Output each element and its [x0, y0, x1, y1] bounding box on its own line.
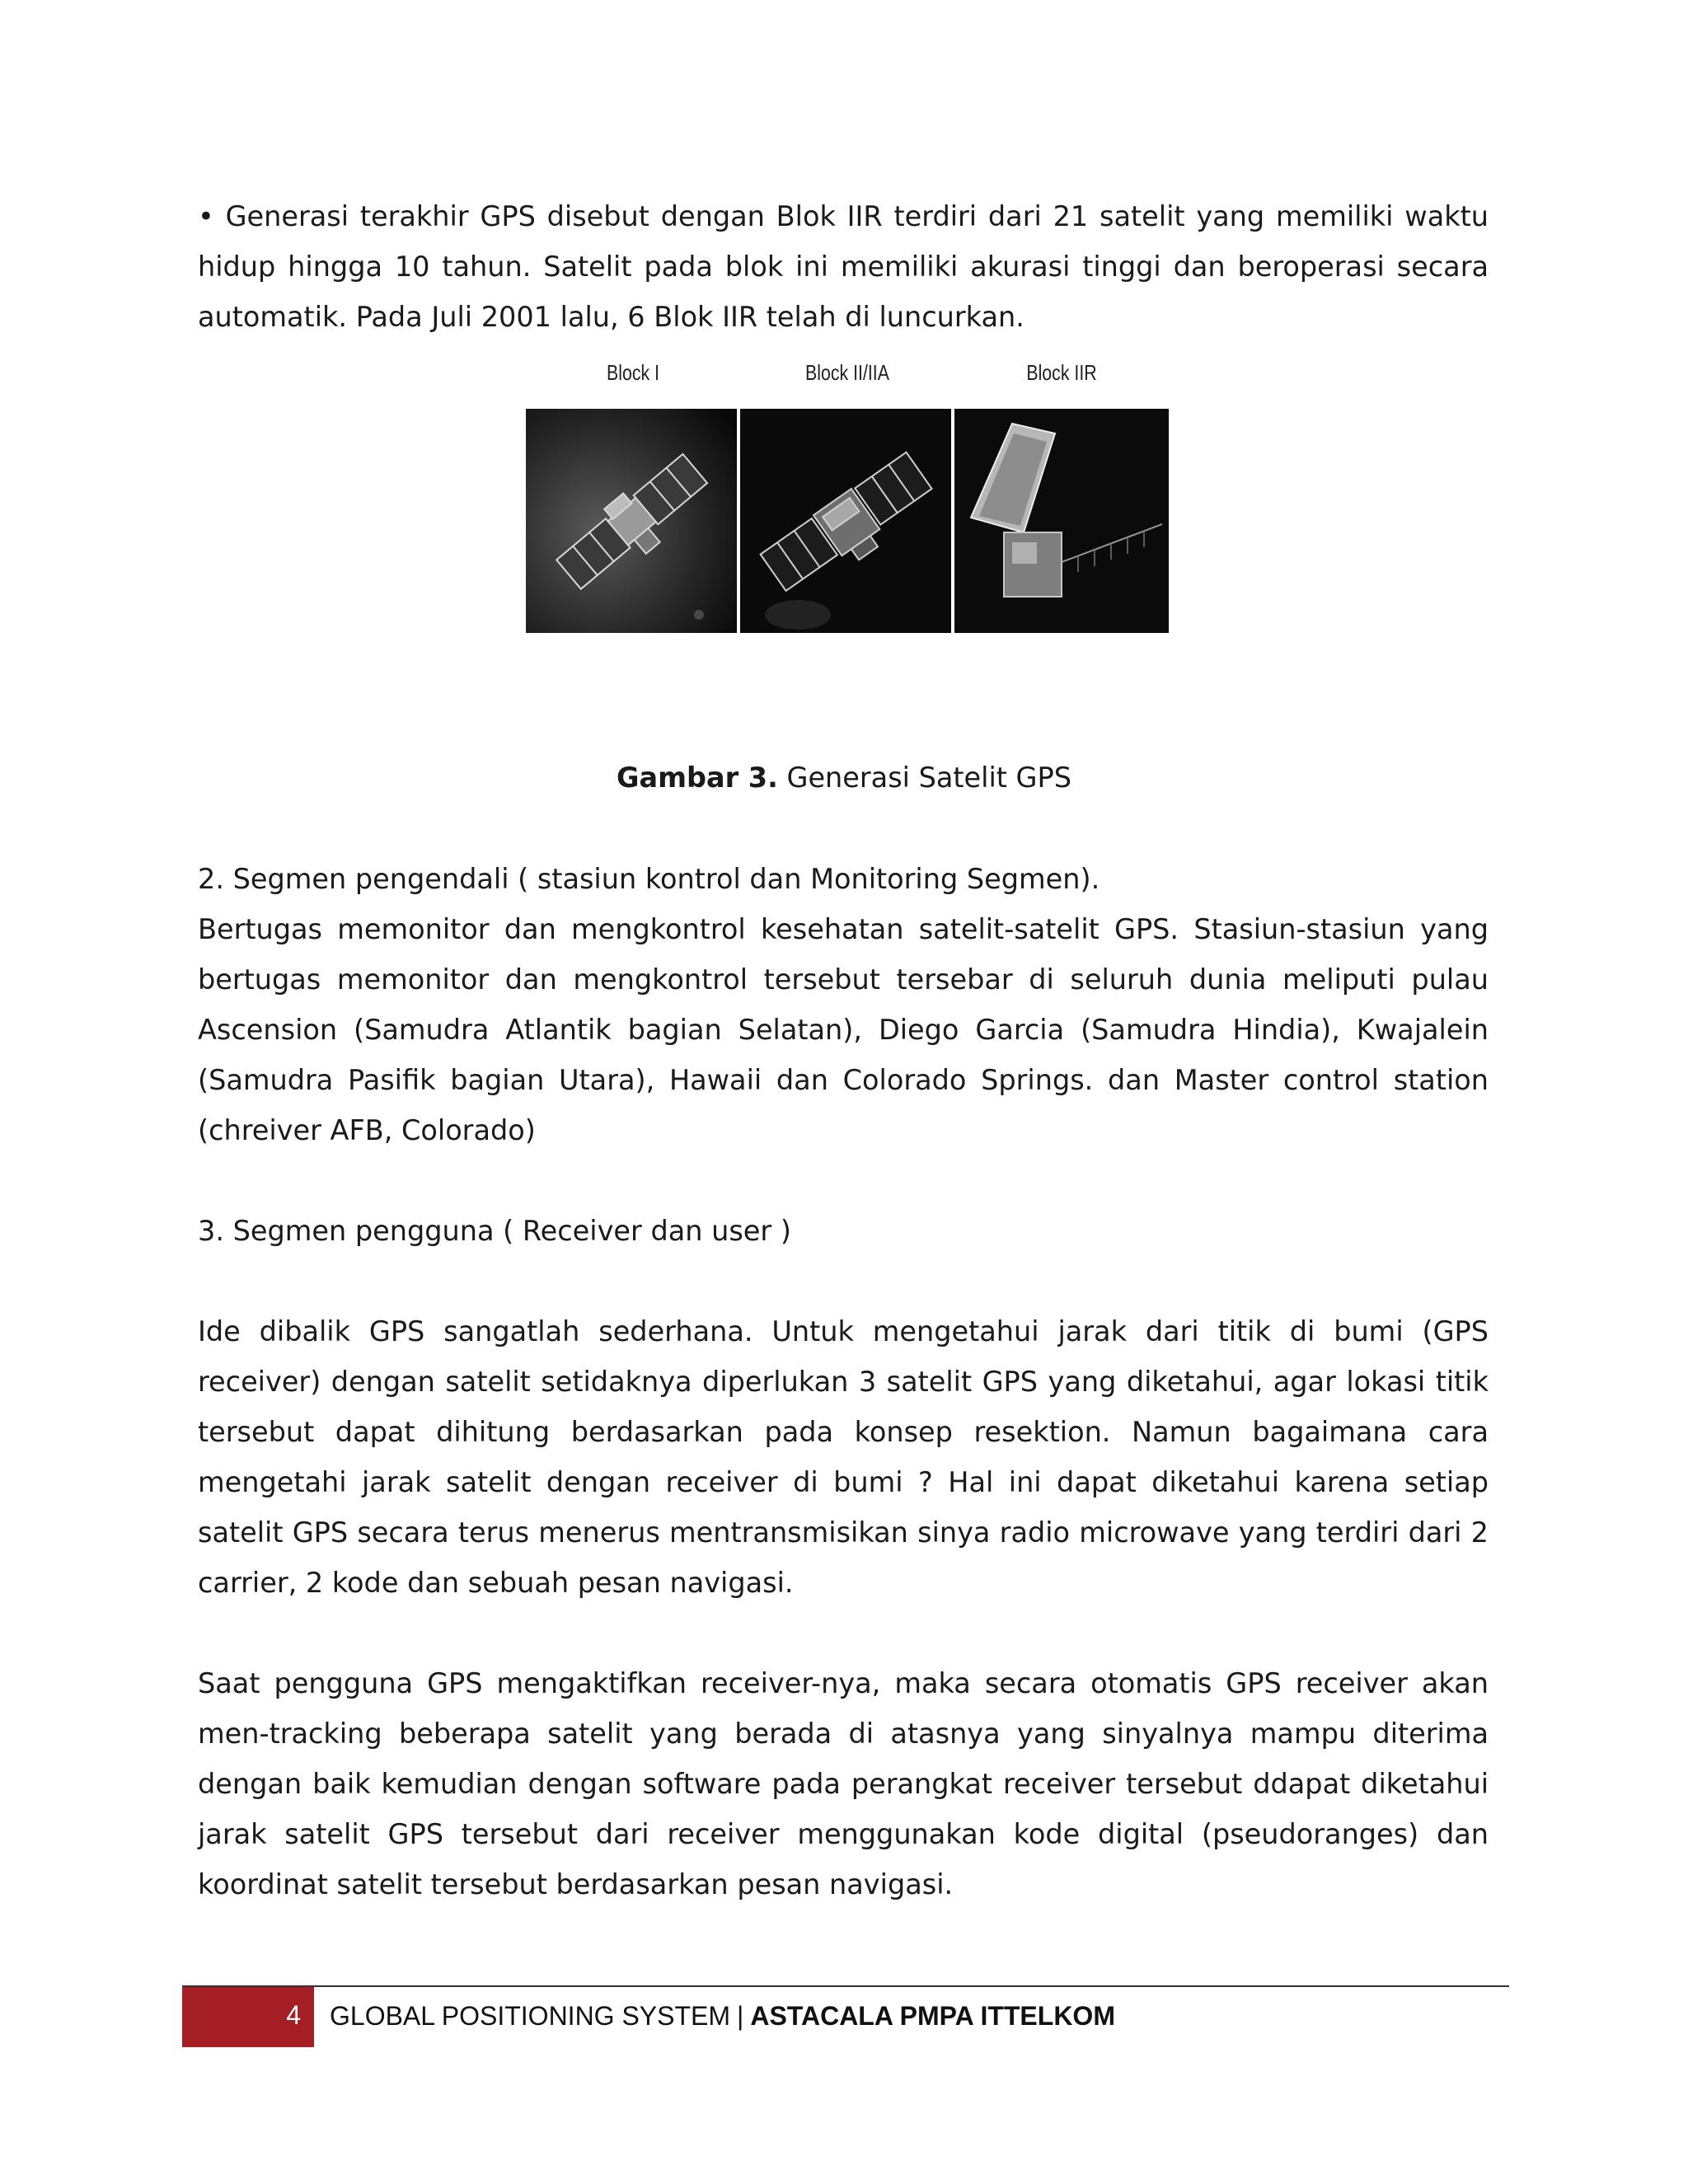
user-paragraph-text: Saat pengguna GPS mengaktifkan receiver-nya, maka secara otomatis GPS receiver akan men-tracking beberapa satelit yang berada di atasnya yang sinyalnya mampu diterima dengan baik kemudian dengan software pada perangkat receiver tersebut ddapat diketahui jarak satelit GPS tersebut dari receiver menggunakan kode digital (pseudoranges) dan koordinat satelit tersebut berdasarkan pesan navigasi.	[198, 1667, 1489, 1900]
footer-organization: ASTACALA PMPA ITTELKOM	[750, 2001, 1115, 2031]
section-3-heading: 3. Segmen pengguna ( Receiver dan user )	[198, 1215, 791, 1247]
section-control-segment	[198, 854, 1489, 1155]
figure-caption	[0, 752, 1688, 803]
section-2-paragraph: Bertugas memonitor dan mengkontrol kesehatan satelit-satelit GPS. Stasiun-stasiun yang bertugas memonitor dan mengkontrol tersebut tersebar di seluruh dunia meliputi pulau Ascension (Samudra Atlantik bagian Selatan), Diego Garcia (Samudra Hindia), Kwajalein (Samudra Pasifik bagian Utara), Hawaii dan Colorado Springs. dan Master control station (chreiver AFB, Colorado)	[198, 913, 1489, 1146]
figure-caption-label: Gambar 3.	[617, 762, 778, 794]
idea-paragraph-text: Ide dibalik GPS sangatlah sederhana. Untuk mengetahui jarak dari titik di bumi (GPS receiver) dengan satelit setidaknya diperlukan 3 satelit GPS yang diketahui, agar lokasi titik tersebut dapat dihitung berdasarkan pada konsep resektion. Namun bagaimana cara mengetahi jarak satelit dengan receiver di bumi ? Hal ini dapat diketahui karena setiap satelit GPS secara terus menerus mentransmisikan sinya radio microwave yang terdiri dari 2 carrier, 2 kode dan sebuah pesan navigasi.	[198, 1315, 1489, 1599]
idea-paragraph	[198, 1306, 1489, 1608]
footer-document-title: GLOBAL POSITIONING SYSTEM	[330, 2001, 731, 2031]
block-iir-satellite-image	[954, 409, 1169, 633]
footer-separator: |	[737, 2001, 744, 2031]
figure-label-block-ii-iia: Block II/IIA	[805, 360, 889, 385]
block-ii-iia-satellite-image	[740, 409, 951, 633]
figure-label-block-i: Block I	[607, 360, 659, 385]
figure-label-block-iir: Block IIR	[1026, 360, 1097, 385]
section-2-heading: 2. Segmen pengendali ( stasiun kontrol dan Monitoring Segmen).	[198, 863, 1100, 895]
section-user-segment	[198, 1206, 1489, 1256]
bullet-paragraph-text: • Generasi terakhir GPS disebut dengan Blok IIR terdiri dari 21 satelit yang memiliki waktu hidup hingga 10 tahun. Satelit pada blok ini memiliki akurasi tinggi dan beroperasi secara automatik. Pada Juli 2001 lalu, 6 Blok IIR telah di luncurkan.	[198, 200, 1489, 333]
figure-caption-text: Generasi Satelit GPS	[777, 762, 1071, 794]
footer-title	[330, 2001, 1115, 2032]
page-number: 4	[286, 2000, 301, 2030]
user-paragraph	[198, 1658, 1489, 1910]
page-number-box	[182, 1987, 314, 2047]
block-i-satellite-image	[526, 409, 737, 633]
footer-rule	[182, 1985, 1509, 1987]
satellite-figure	[526, 360, 1169, 640]
bullet-paragraph	[198, 191, 1489, 342]
